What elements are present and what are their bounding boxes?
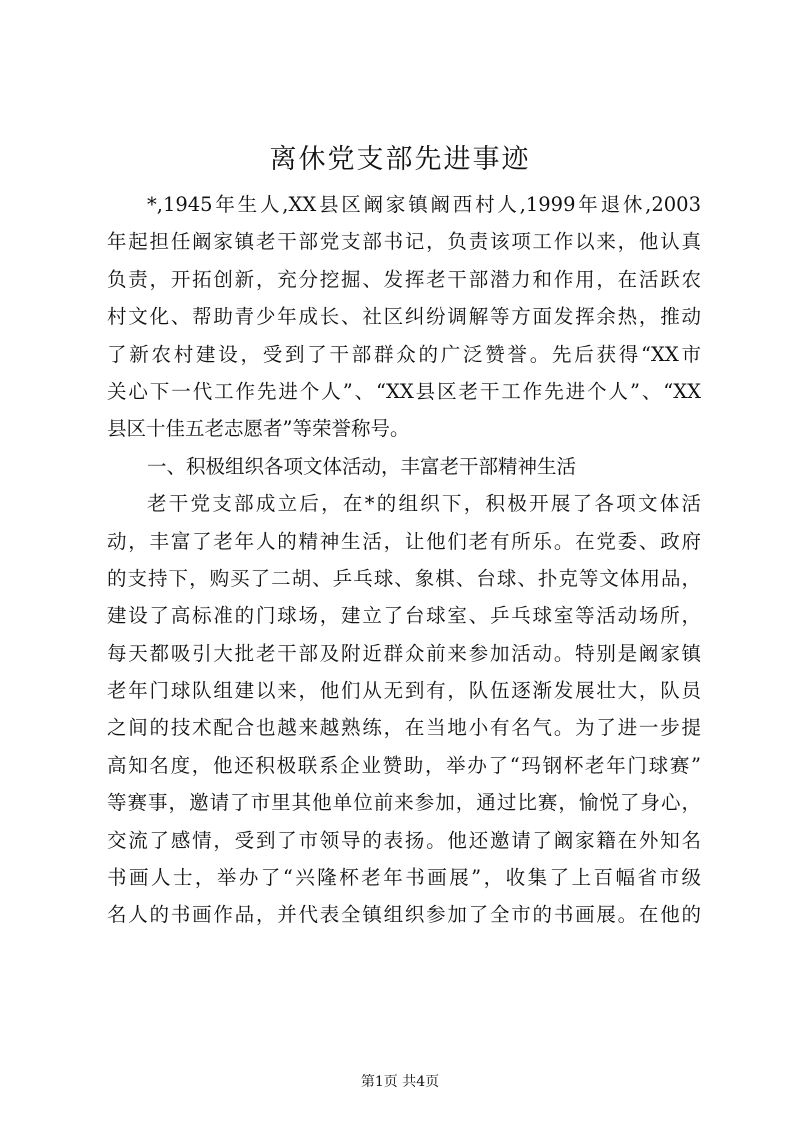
page-footer: 第1页 共4页 — [360, 1074, 440, 1090]
paragraph-1-line: 村文化、帮助青少年成长、社区纠纷调解等方面发挥余热，推动 — [107, 305, 701, 329]
paragraph-2-line: 交流了感情，受到了市领导的表扬。他还邀请了阚家籍在外知名 — [107, 828, 701, 852]
paragraph-2-line: 动，丰富了老年人的精神生活，让他们老有所乐。在党委、政府 — [107, 529, 701, 553]
paragraph-2-line: 等赛事，邀请了市里其他单位前来参加，通过比赛，愉悦了身心， — [107, 791, 701, 815]
section-heading: 一、积极组织各项文体活动，丰富老干部精神生活 — [147, 454, 577, 478]
paragraph-2-line: 之间的技术配合也越来越熟练，在当地小有名气。为了进一步提 — [107, 716, 701, 740]
paragraph-1-line: 年起担任阚家镇老干部党支部书记，负责该项工作以来，他认真 — [107, 230, 701, 254]
paragraph-2-line: 的支持下，购买了二胡、乒乓球、象棋、台球、扑克等文体用品， — [107, 566, 701, 590]
paragraph-2-line: 高知名度，他还积极联系企业赞助，举办了“玛钢杯老年门球赛” — [107, 753, 701, 777]
paragraph-1-line: 了新农村建设，受到了干部群众的广泛赞誉。先后获得“XX市 — [107, 342, 701, 366]
paragraph-2-line: 老年门球队组建以来，他们从无到有，队伍逐渐发展壮大，队员 — [107, 679, 701, 703]
paragraph-2-line: 每天都吸引大批老干部及附近群众前来参加活动。特别是阚家镇 — [107, 641, 701, 665]
paragraph-1-line: 负责，开拓创新，充分挖掘、发挥老干部潜力和作用，在活跃农 — [107, 267, 701, 291]
paragraph-1-line: 关心下一代工作先进个人”、“XX县区老干工作先进个人”、“XX — [107, 379, 701, 403]
paragraph-2-line: 书画人士，举办了“兴隆杯老年书画展”，收集了上百幅省市级 — [107, 866, 701, 890]
paragraph-1-line: 县区十佳五老志愿者”等荣誉称号。 — [107, 417, 410, 441]
paragraph-2-line: 建设了高标准的门球场，建立了台球室、乒乓球室等活动场所， — [107, 604, 701, 628]
document-title: 离休党支部先进事迹 — [269, 144, 531, 175]
document-body — [107, 186, 701, 934]
paragraph-2-line: 名人的书画作品，并代表全镇组织参加了全市的书画展。在他的 — [107, 903, 701, 927]
paragraph-1-line: *,1945年生人,XX县区阚家镇阚西村人,1999年退休,2003 — [147, 193, 701, 216]
paragraph-2-line: 老干党支部成立后，在*的组织下，积极开展了各项文体活 — [147, 492, 701, 516]
